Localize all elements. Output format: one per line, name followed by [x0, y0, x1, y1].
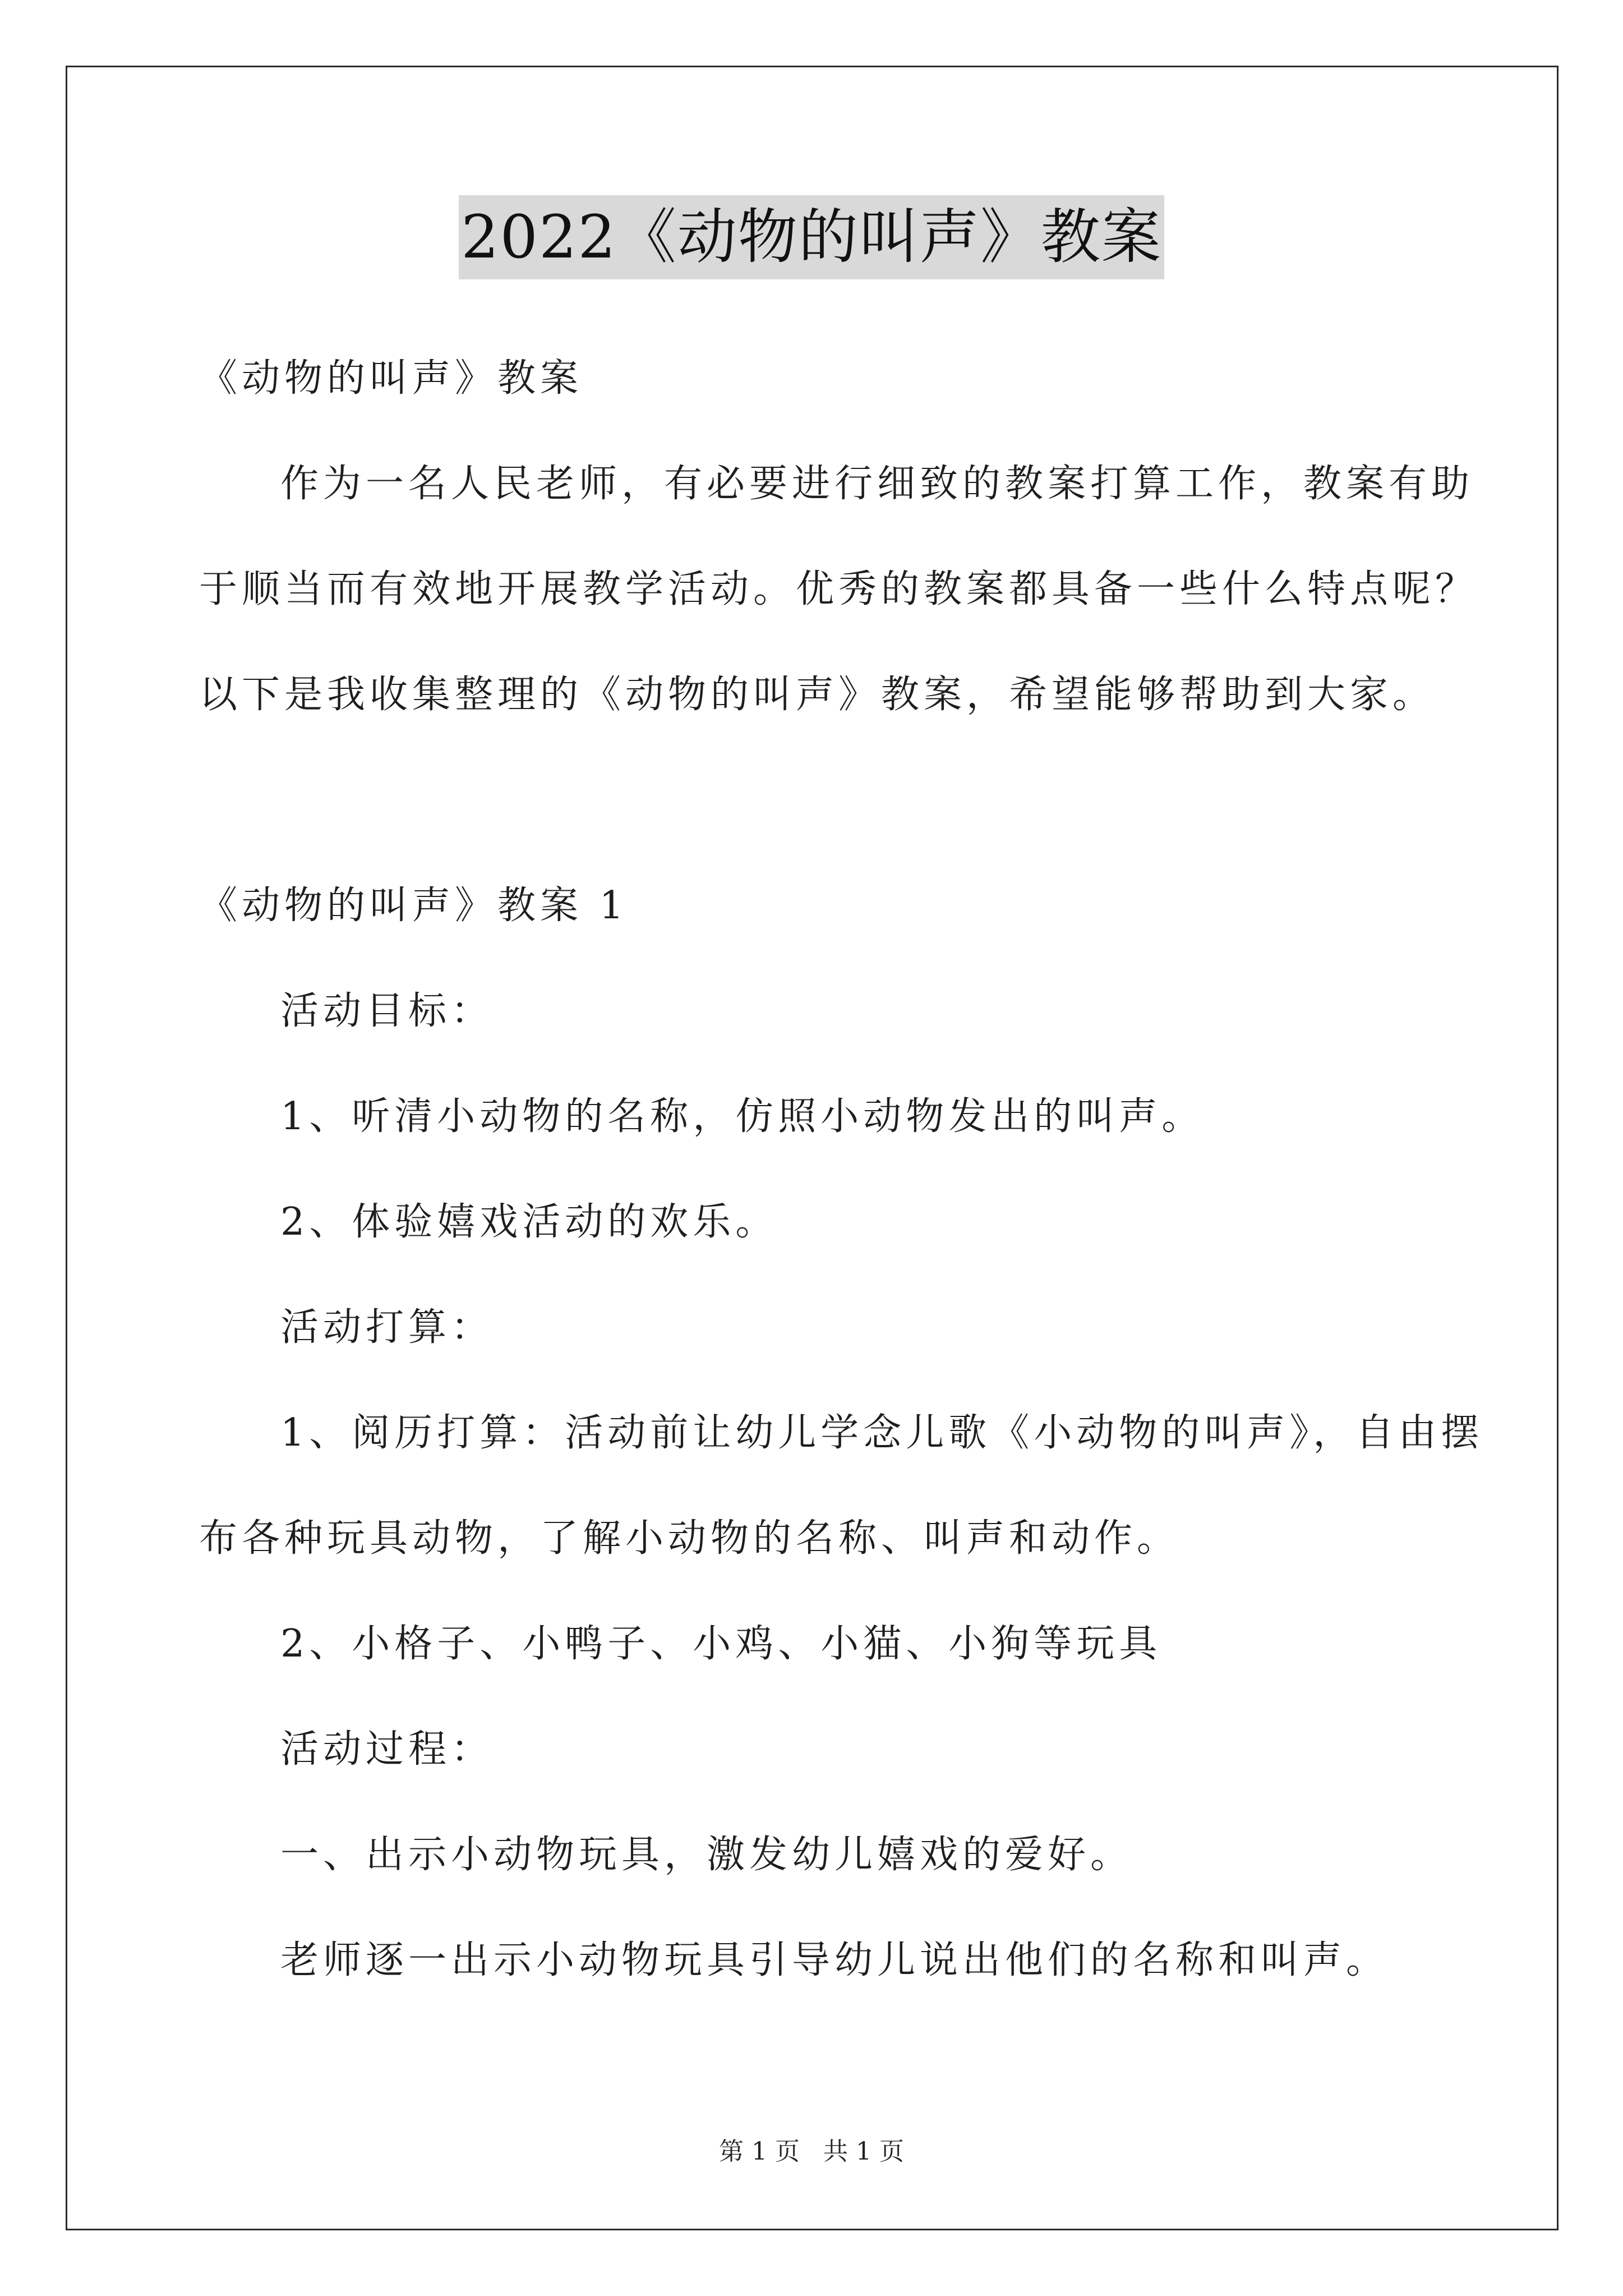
prep-item-1-line-2: 布各种玩具动物，了解小动物的名称、叫声和动作。: [199, 1516, 1180, 1561]
prep-label: 活动打算：: [280, 1305, 494, 1350]
goals-label: 活动目标：: [280, 989, 494, 1033]
title-container: [0, 195, 1623, 279]
document-subtitle: 《动物的叫声》教案: [199, 356, 583, 401]
intro-line-3: 以下是我收集整理的《动物的叫声》教案，希望能够帮助到大家。: [199, 673, 1436, 717]
process-step-1: 一、出示小动物玩具，激发幼儿嬉戏的爱好。: [280, 1833, 1133, 1877]
page-footer: 第 1 页 共 1 页: [719, 2137, 904, 2166]
intro-line-2: 于顺当而有效地开展教学活动。优秀的教案都具备一些什么特点呢？: [199, 567, 1478, 611]
process-label: 活动过程：: [280, 1727, 494, 1772]
prep-item-1-line-1: 1、阅历打算：活动前让幼儿学念儿歌《小动物的叫声》，自由摆: [280, 1411, 1484, 1455]
section-heading: 《动物的叫声》教案 1: [199, 884, 628, 928]
document-title: 2022《动物的叫声》教案: [459, 195, 1164, 279]
process-step-1-detail: 老师逐一出示小动物玩具引导幼儿说出他们的名称和叫声。: [280, 1938, 1389, 1982]
prep-item-2: 2、小格子、小鸭子、小鸡、小猫、小狗等玩具: [280, 1622, 1162, 1666]
goal-item-2: 2、体验嬉戏活动的欢乐。: [280, 1200, 778, 1244]
goal-item-1: 1、听清小动物的名称，仿照小动物发出的叫声。: [280, 1094, 1205, 1139]
intro-line-1: 作为一名人民老师，有必要进行细致的教案打算工作，教案有助: [280, 462, 1474, 506]
